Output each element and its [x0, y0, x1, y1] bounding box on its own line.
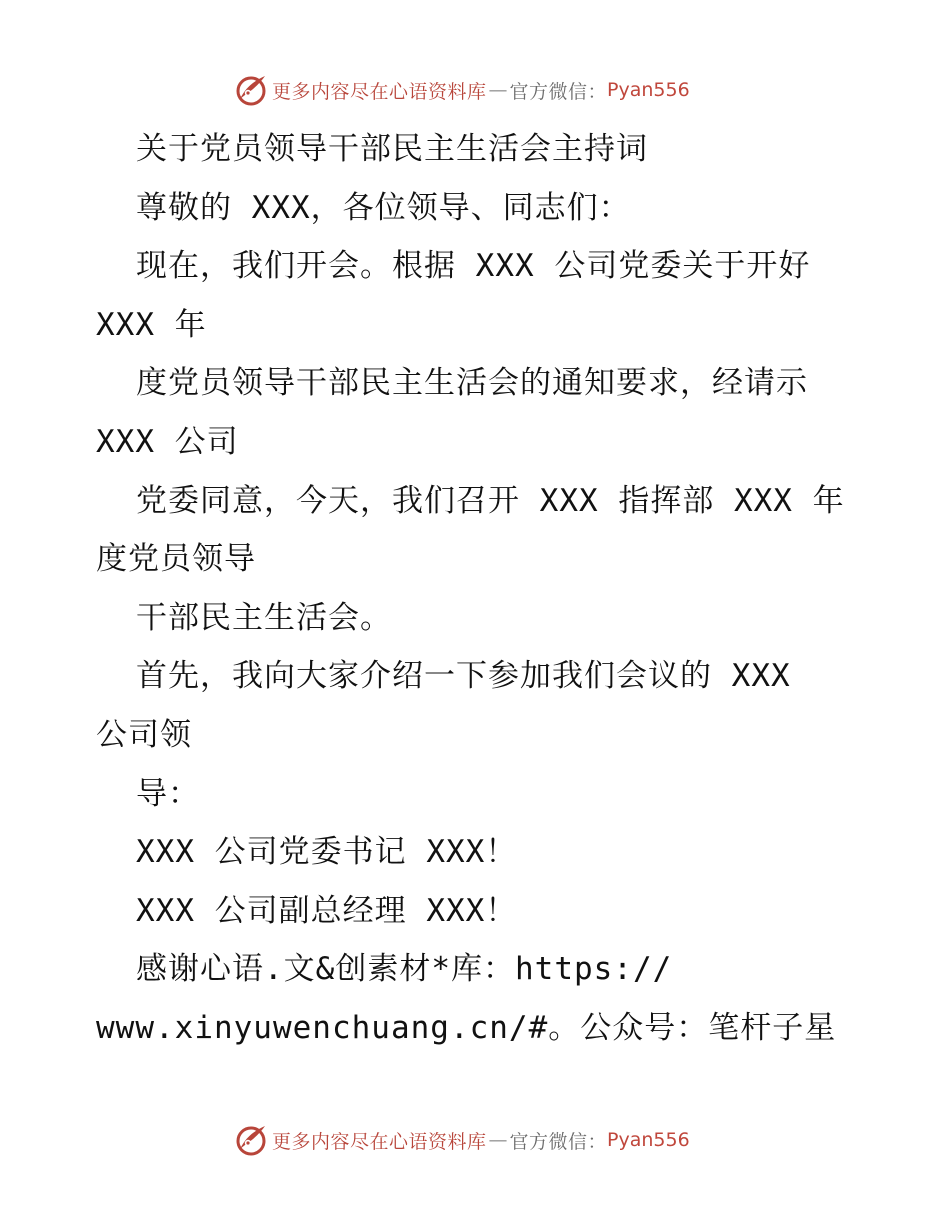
brush-quill-logo-icon: [234, 73, 268, 107]
footer-banner: [234, 1120, 690, 1160]
banner-site-text: 更多内容尽在心语资料库: [272, 80, 487, 103]
doc-line: XXX 年: [96, 306, 207, 343]
banner-dash: —: [488, 1129, 508, 1151]
banner-dash: —: [488, 79, 508, 101]
banner-wechat-label: 官方微信：: [509, 1130, 608, 1153]
doc-line: 公司领: [96, 716, 192, 753]
doc-line: 度党员领导: [96, 541, 256, 578]
doc-line: XXX 公司副总经理 XXX！: [136, 892, 518, 929]
doc-title: 关于党员领导干部民主生活会主持词: [136, 131, 648, 167]
banner-site-text: 更多内容尽在心语资料库: [272, 1130, 487, 1153]
doc-line: 度党员领导干部民主生活会的通知要求，经请示: [136, 365, 808, 402]
banner-wechat-id: Pyan556: [607, 1129, 690, 1151]
header-banner: [234, 70, 690, 110]
brush-quill-logo-icon: [234, 1123, 268, 1157]
doc-line: 首先，我向大家介绍一下参加我们会议的 XXX: [136, 658, 791, 695]
doc-line-source-url: www.xinyuwenchuang.cn/#。公众号：笔杆子星: [96, 1009, 837, 1046]
doc-line-salutation: 尊敬的 XXX，各位领导、同志们：: [136, 189, 631, 226]
doc-line: 干部民主生活会。: [136, 599, 392, 636]
document-body: [96, 120, 886, 1058]
doc-line: 导：: [136, 775, 200, 812]
banner-wechat-id: Pyan556: [607, 79, 690, 101]
doc-line: 党委同意，今天，我们召开 XXX 指挥部 XXX 年: [136, 482, 845, 519]
doc-line: 现在，我们开会。根据 XXX 公司党委关于开好: [136, 248, 811, 285]
doc-line-source: 感谢心语.文&创素材*库：https://: [136, 951, 673, 988]
doc-line: XXX 公司党委书记 XXX！: [136, 834, 518, 871]
doc-line: XXX 公司: [96, 423, 239, 460]
banner-wechat-label: 官方微信：: [509, 80, 608, 103]
